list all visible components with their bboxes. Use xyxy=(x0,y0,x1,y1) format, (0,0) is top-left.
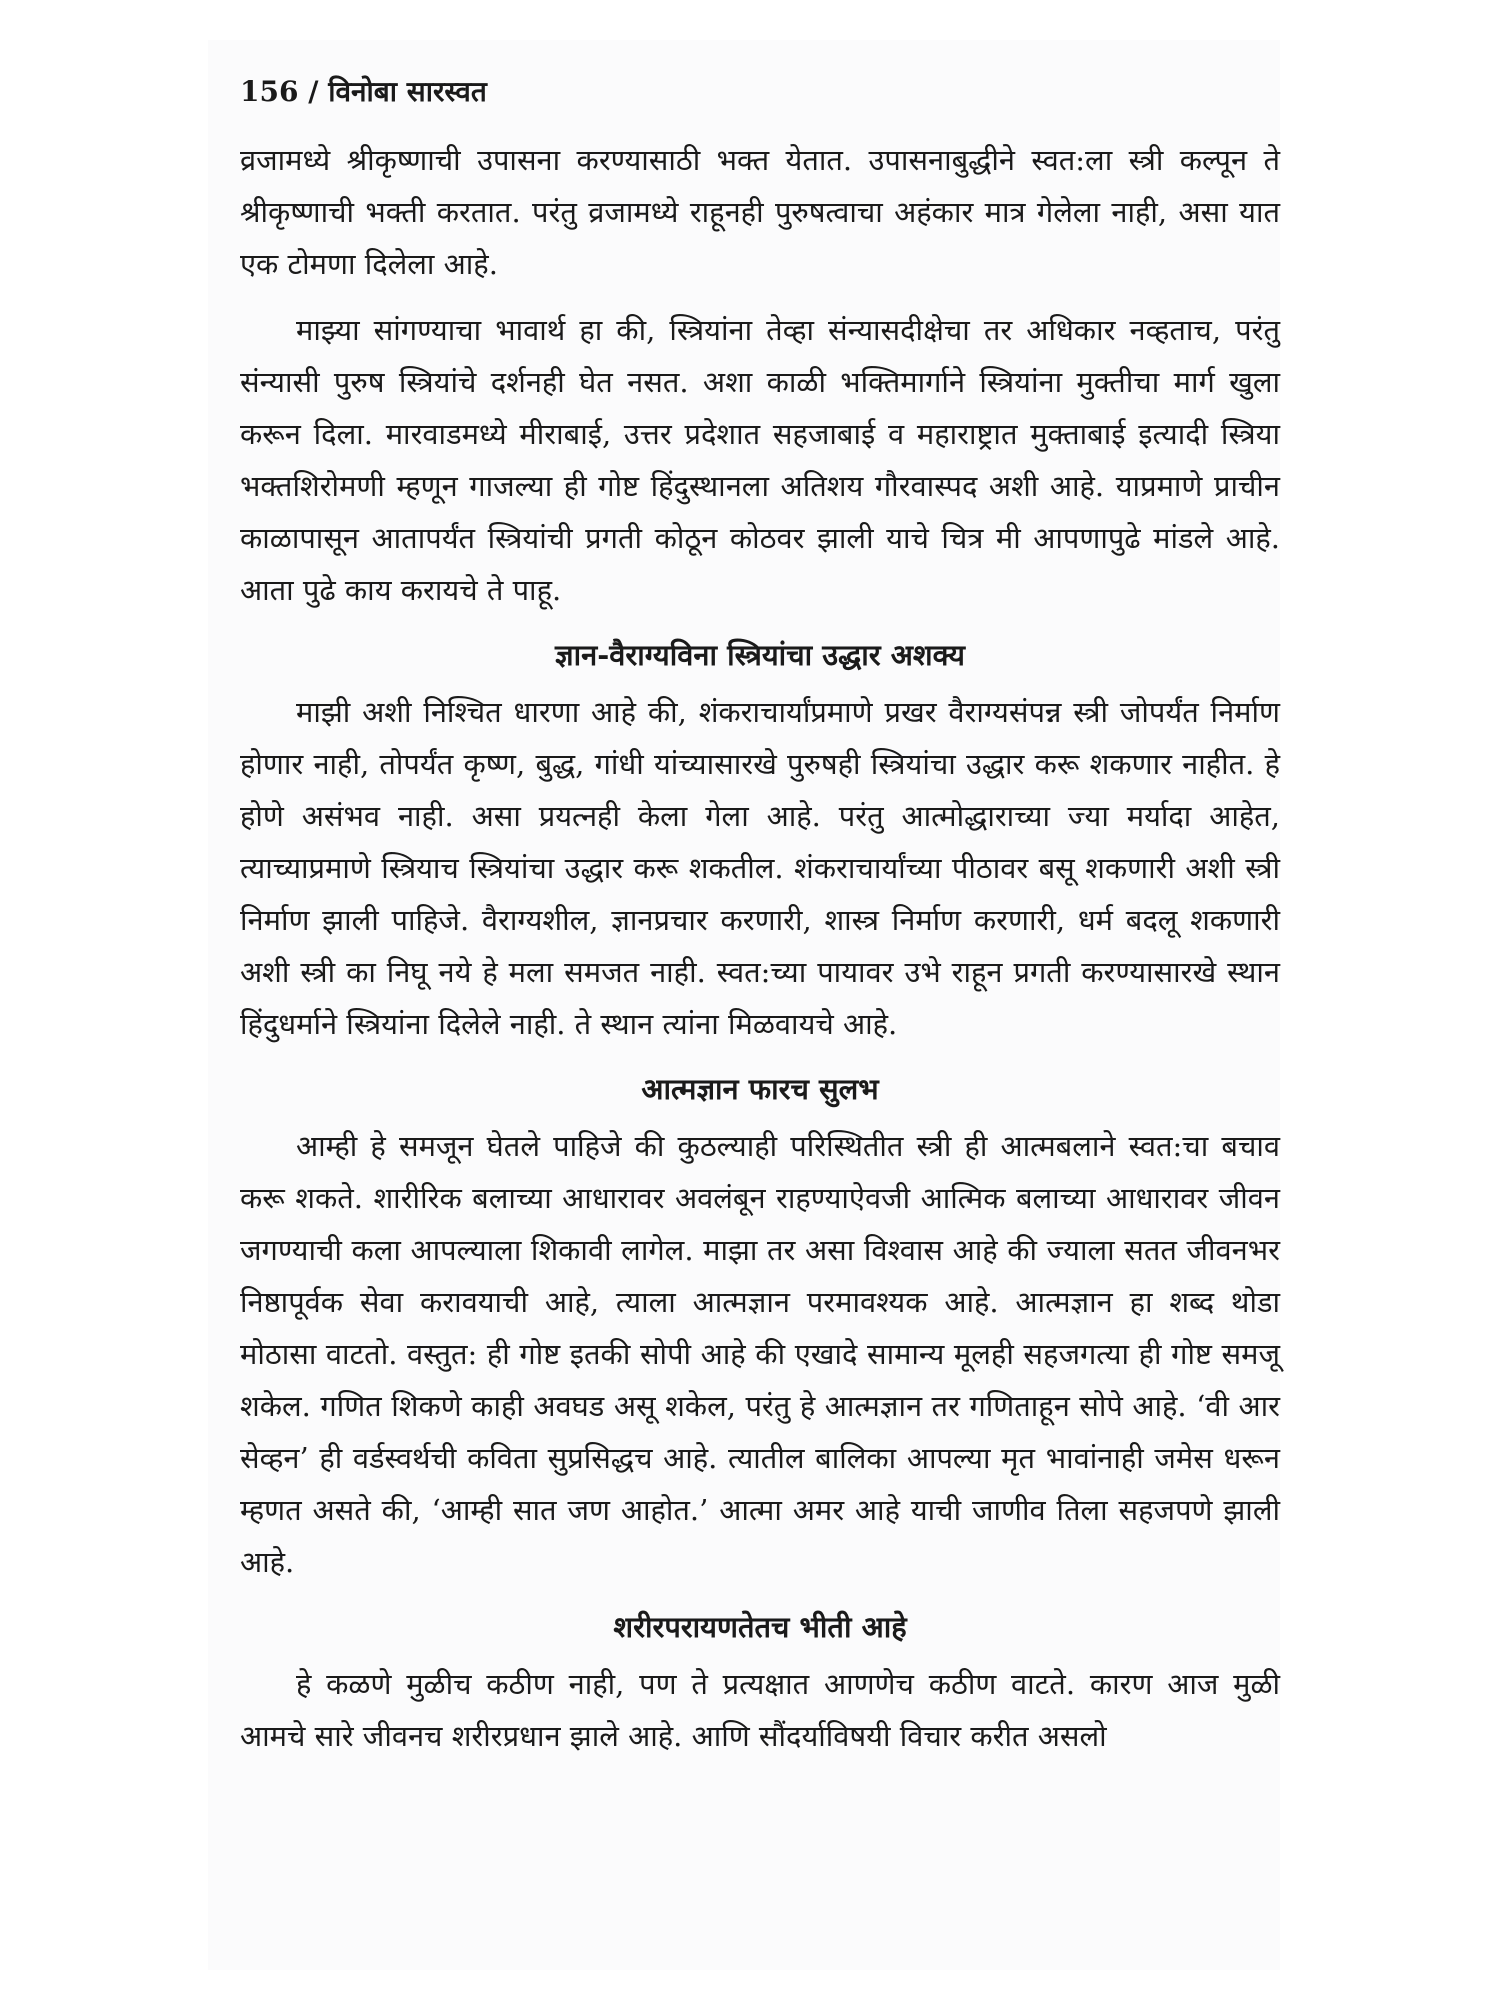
paragraph-1: व्रजामध्ये श्रीकृष्णाची उपासना करण्यासाठी भक्त येतात. उपासनाबुद्धीने स्वत:ला स्त्री कल्पून ते श्रीकृष्णाची भक्ती करतात. परंतु व्रजामध्ये राहूनही पुरुषत्वाचा अहंकार मात्र गेलेला नाही, असा यात एक टोमणा दिलेला आहे. xyxy=(240,143,1280,281)
paragraph-2: माझ्या सांगण्याचा भावार्थ हा की, स्त्रियांना तेव्हा संन्यासदीक्षेचा तर अधिकार नव्हताच, परंतु संन्यासी पुरुष स्त्रियांचे दर्शनही घेत नसत. अशा काळी भक्तिमार्गाने स्त्रियांना मुक्तीचा मार्ग खुला करून दिला. मारवाडमध्ये मीराबाई, उत्तर प्रदेशात सहजाबाई व महाराष्ट्रात मुक्ताबाई इत्यादी स्त्रिया भक्तशिरोमणी म्हणून गाजल्या ही गोष्ट हिंदुस्थानला अतिशय गौरवास्पद अशी आहे. याप्रमाणे प्राचीन काळापासून आतापर्यंत स्त्रियांची प्रगती कोठून कोठवर झाली याचे चित्र मी आपणापुढे मांडले आहे. आता पुढे काय करायचे ते पाहू. xyxy=(240,313,1280,607)
page-content xyxy=(240,72,1280,1776)
paragraph-5: हे कळणे मुळीच कठीण नाही, पण ते प्रत्यक्षात आणणेच कठीण वाटते. कारण आज मुळी आमचे सारे जीवनच शरीरप्रधान झाले आहे. आणि सौंदर्याविषयी विचार करीत असलो xyxy=(240,1667,1280,1753)
section-heading-1: ज्ञान-वैराग्यविना स्त्रियांचा उद्धार अशक्य xyxy=(555,638,965,672)
book-title: विनोबा सारस्वत xyxy=(328,75,487,108)
page-number: 156 xyxy=(240,75,299,108)
section-heading-3: शरीरपरायणतेतच भीती आहे xyxy=(613,1610,907,1644)
paragraph-4: आम्ही हे समजून घेतले पाहिजे की कुठल्याही परिस्थितीत स्त्री ही आत्मबलाने स्वत:चा बचाव करू शकते. शारीरिक बलाच्या आधारावर अवलंबून राहण्याऐवजी आत्मिक बलाच्या आधारावर जीवन जगण्याची कला आपल्याला शिकावी लागेल. माझा तर असा विश्वास आहे की ज्याला सतत जीवनभर निष्ठापूर्वक सेवा करावयाची आहे, त्याला आत्मज्ञान परमावश्यक आहे. आत्मज्ञान हा शब्द थोडा मोठासा वाटतो. वस्तुत: ही गोष्ट इतकी सोपी आहे की एखादे सामान्य मूलही सहजगत्या ही गोष्ट समजू शकेल. गणित शिकणे काही अवघड असू शकेल, परंतु हे आत्मज्ञान तर गणिताहून सोपे आहे. ‘वी आर सेव्हन’ ही वर्डस्वर्थची कविता सुप्रसिद्धच आहे. त्यातील बालिका आपल्या मृत भावांनाही जमेस धरून म्हणत असते की, ‘आम्ही सात जण आहोत.’ आत्मा अमर आहे याची जाणीव तिला सहजपणे झाली आहे. xyxy=(240,1129,1280,1579)
paragraph-3: माझी अशी निश्चित धारणा आहे की, शंकराचार्यांप्रमाणे प्रखर वैराग्यसंपन्न स्त्री जोपर्यंत निर्माण होणार नाही, तोपर्यंत कृष्ण, बुद्ध, गांधी यांच्यासारखे पुरुषही स्त्रियांचा उद्धार करू शकणार नाहीत. हे होणे असंभव नाही. असा प्रयत्नही केला गेला आहे. परंतु आत्मोद्धाराच्या ज्या मर्यादा आहेत, त्याच्याप्रमाणे स्त्रियाच स्त्रियांचा उद्धार करू शकतील. शंकराचार्यांच्या पीठावर बसू शकणारी अशी स्त्री निर्माण झाली पाहिजे. वैराग्यशील, ज्ञानप्रचार करणारी, शास्त्र निर्माण करणारी, धर्म बदलू शकणारी अशी स्त्री का निघू नये हे मला समजत नाही. स्वत:च्या पायावर उभे राहून प्रगती करण्यासारखे स्थान हिंदुधर्माने स्त्रियांना दिलेले नाही. ते स्थान त्यांना मिळवायचे आहे. xyxy=(240,695,1280,1041)
running-head xyxy=(240,72,1280,112)
running-head-separator: / xyxy=(298,75,329,108)
section-heading-2: आत्मज्ञान फारच सुलभ xyxy=(641,1072,879,1106)
